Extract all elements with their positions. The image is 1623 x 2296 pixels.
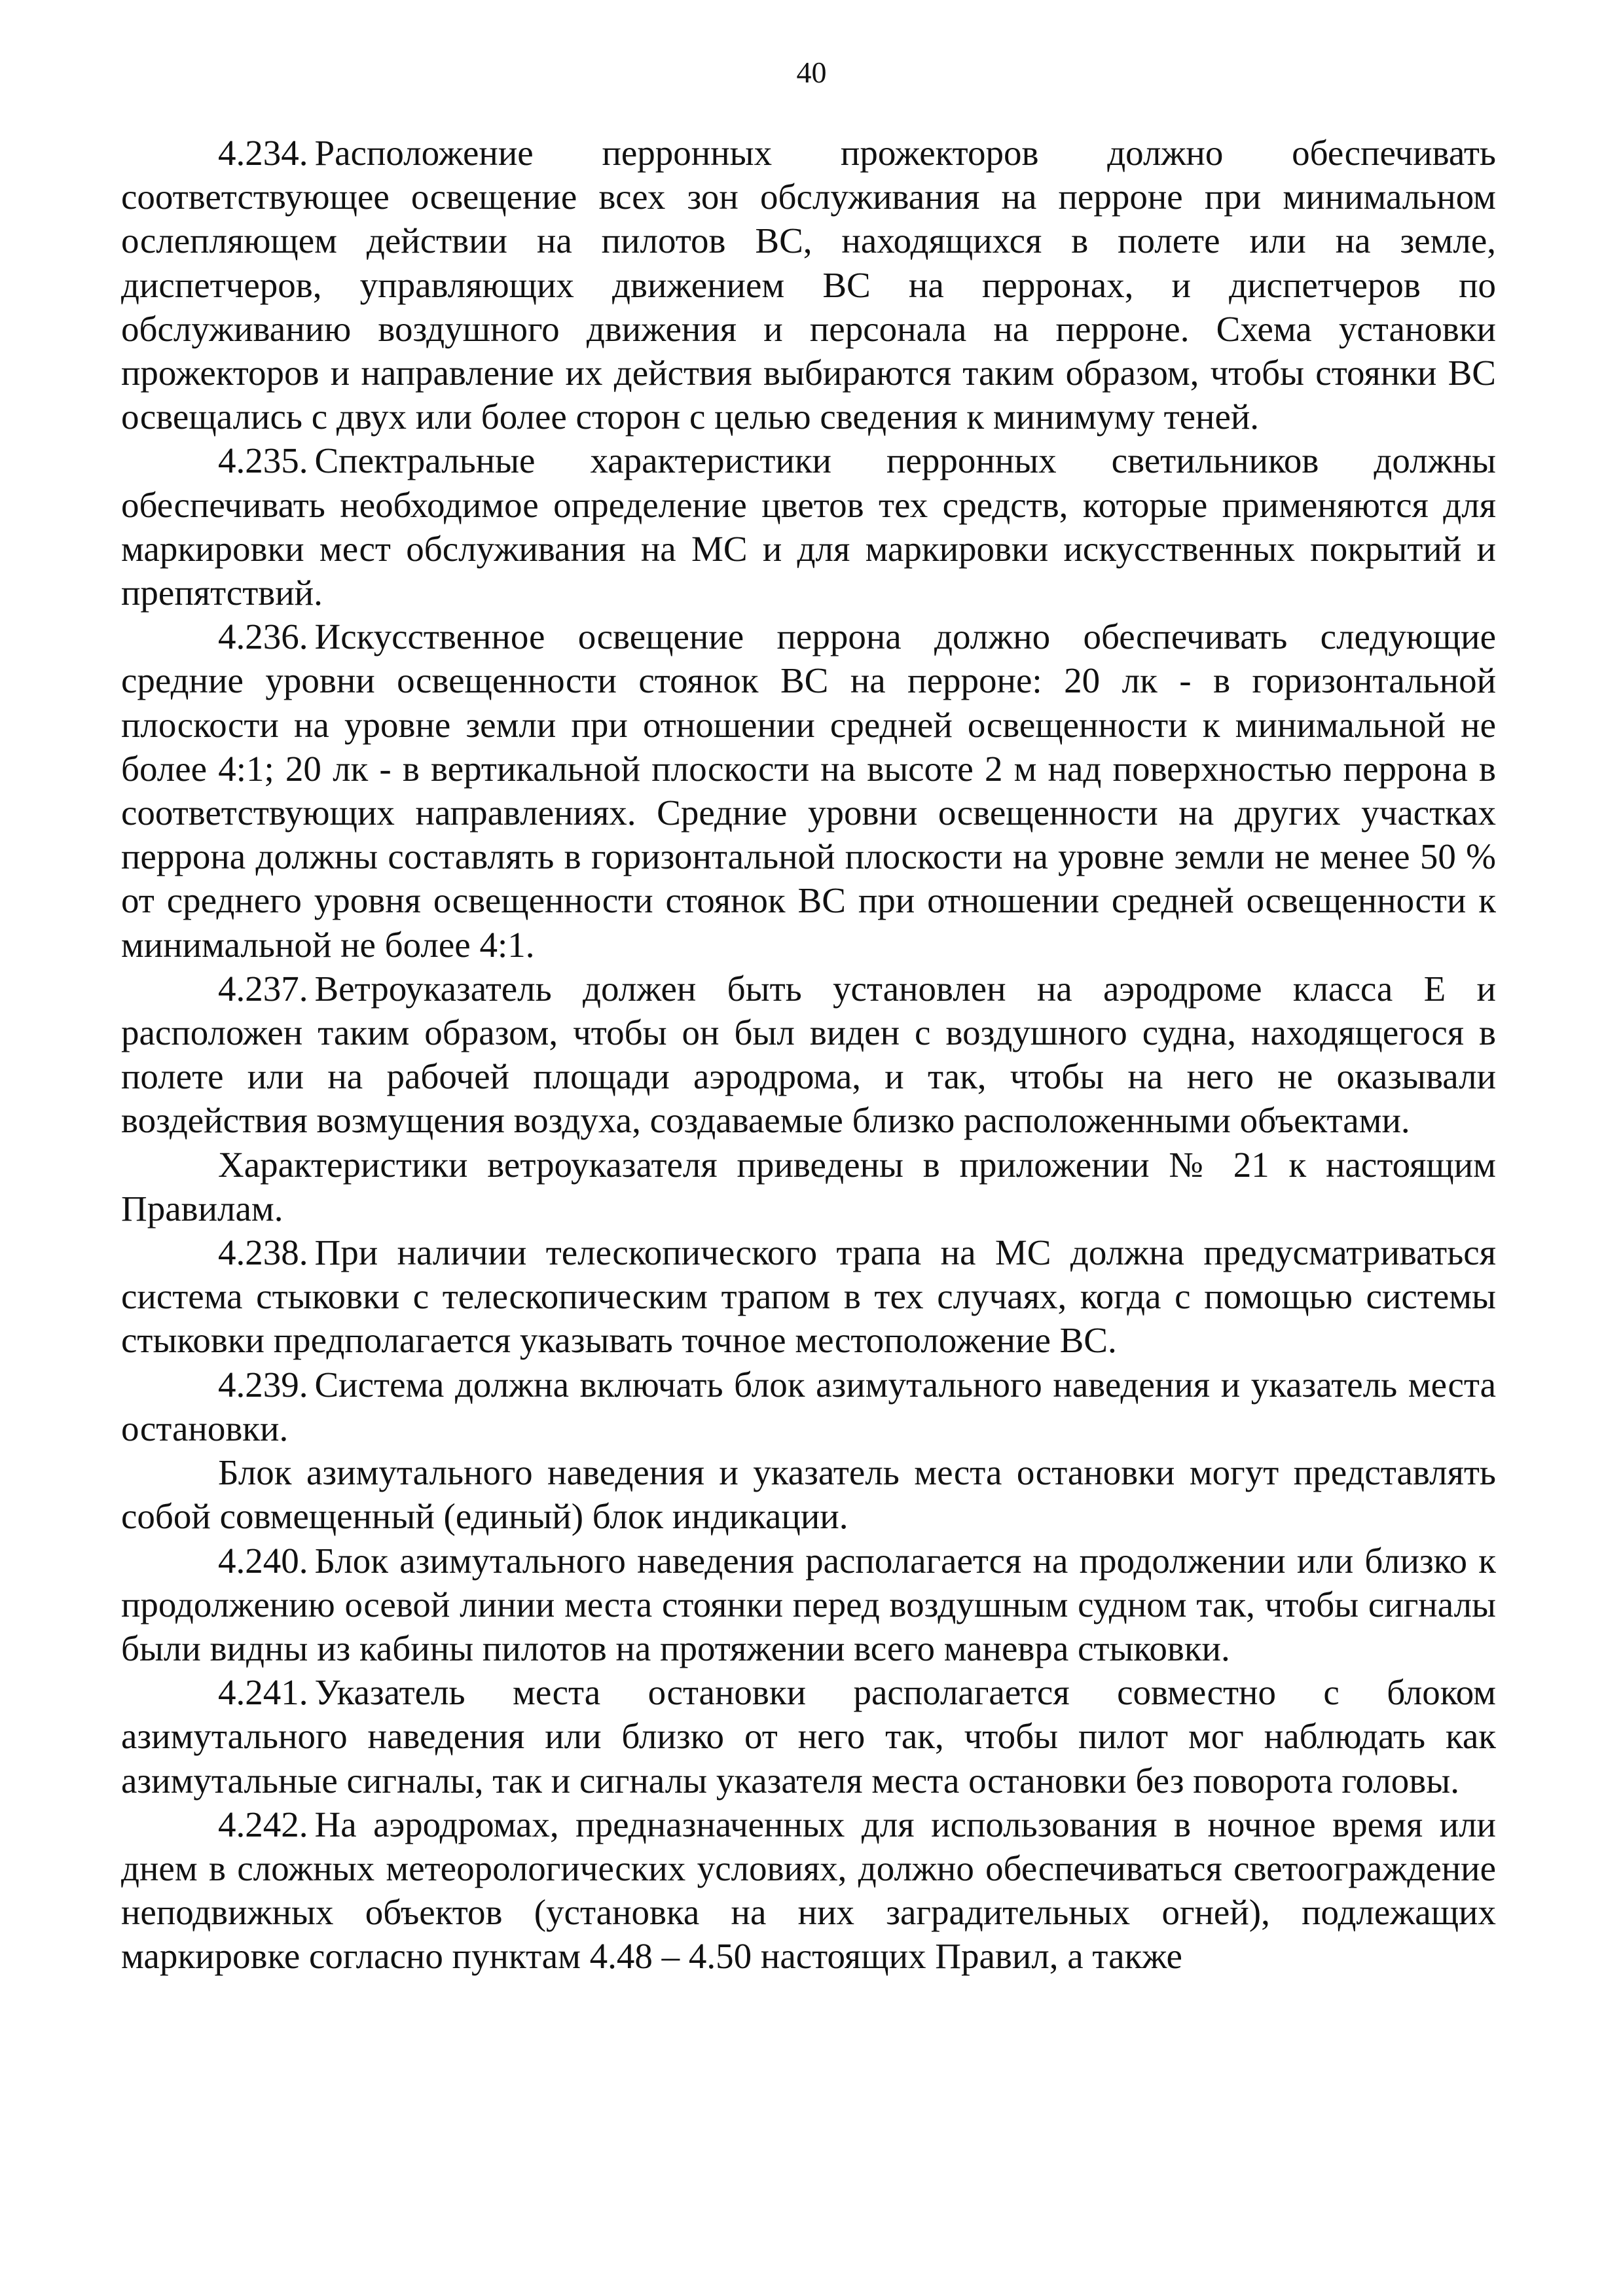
paragraph-number: 4.242. [218, 1804, 308, 1844]
paragraph-number: 4.238. [218, 1232, 308, 1273]
paragraph-4-235 [121, 439, 1496, 615]
paragraph-text: Блок азимутального наведения и указатель места остановки могут представлять собой совмещенный (единый) блок индикации. [121, 1452, 1496, 1537]
paragraph-number: 4.235. [218, 440, 308, 481]
paragraph-4-240 [121, 1539, 1496, 1671]
paragraph-indication-unit [121, 1450, 1496, 1538]
paragraph-4-234 [121, 131, 1496, 439]
page-number: 40 [796, 56, 827, 89]
paragraph-4-239 [121, 1363, 1496, 1450]
paragraph-4-241 [121, 1670, 1496, 1803]
paragraph-number: 4.239. [218, 1364, 308, 1405]
paragraph-text: Характеристики ветроуказателя приведены в приложении № 21 к настоящим Правилам. [121, 1144, 1496, 1229]
paragraph-number: 4.240. [218, 1540, 308, 1581]
paragraph-4-237 [121, 967, 1496, 1143]
paragraph-text: Ветроуказатель должен быть установлен на аэродроме класса Е и расположен таким образом, чтобы он был виден с воздушного судна, находящегося в полете или на рабочей площади аэродрома, и так, чтобы на него не оказывали воздействия возмущения воздуха, создаваемые близко расположенными объектами. [121, 968, 1496, 1141]
paragraph-text: Система должна включать блок азимутального наведения и указатель места остановки. [121, 1364, 1496, 1448]
paragraph-4-238 [121, 1230, 1496, 1363]
paragraph-text: Спектральные характеристики перронных светильников должны обеспечивать необходимое определение цветов тех средств, которые применяются для маркировки мест обслуживания на МС и для маркировки искусственных покрытий и препятствий. [121, 440, 1496, 613]
paragraph-text: Блок азимутального наведения располагается на продолжении или близко к продолжению осевой линии места стоянки перед воздушным судном так, чтобы сигналы были видны из кабины пилотов на протяжении всего маневра стыковки. [121, 1540, 1496, 1668]
paragraph-4-242 [121, 1803, 1496, 1979]
paragraph-text: При наличии телескопического трапа на МС должна предусматриваться система стыковки с телескопическим трапом в тех случаях, когда с помощью системы стыковки предполагается указывать точное местоположение ВС. [121, 1232, 1496, 1361]
paragraph-number: 4.236. [218, 617, 308, 657]
paragraph-text: Указатель места остановки располагается совместно с блоком азимутального наведения или близко от него так, чтобы пилот мог наблюдать как азимутальные сигналы, так и сигналы указателя места остановки без поворота головы. [121, 1672, 1496, 1801]
paragraph-number: 4.234. [218, 133, 308, 173]
paragraph-windsock-characteristics [121, 1143, 1496, 1230]
paragraph-number: 4.241. [218, 1672, 308, 1713]
paragraph-text: Искусственное освещение перрона должно обеспечивать следующие средние уровни освещенности стоянок ВС на перроне: 20 лк - в горизонтальной плоскости на уровне земли при отношении средней освещенности к минимальной не более 4:1; 20 лк - в вертикальной плоскости на высоте 2 м над поверхностью перрона в соответствующих направлениях. Средние уровни освещенности на других участках перрона должны составлять в горизонтальной плоскости на уровне земли не менее 50 % от среднего уровня освещенности стоянок ВС при отношении средней освещенности к минимальной не более 4:1. [121, 617, 1496, 965]
paragraph-text: На аэродромах, предназначенных для использования в ночное время или днем в сложных метеорологических условиях, должно обеспечиваться светоограждение неподвижных объектов (установка на них заградительных огней), подлежащих маркировке согласно пунктам 4.48 – 4.50 настоящих Правил, а также [121, 1804, 1496, 1977]
body-text [121, 131, 1496, 1979]
paragraph-4-236 [121, 615, 1496, 967]
paragraph-number: 4.237. [218, 968, 308, 1009]
paragraph-text: Расположение перронных прожекторов должно обеспечивать соответствующее освещение всех зон обслуживания на перроне при минимальном ослепляющем действии на пилотов ВС, находящихся в полете или на земле, диспетчеров, управляющих движением ВС на перронах, и диспетчеров по обслуживанию воздушного движения и персонала на перроне. Схема установки прожекторов и направление их действия выбираются таким образом, чтобы стоянки ВС освещались с двух или более сторон с целью сведения к минимуму теней. [121, 133, 1496, 437]
